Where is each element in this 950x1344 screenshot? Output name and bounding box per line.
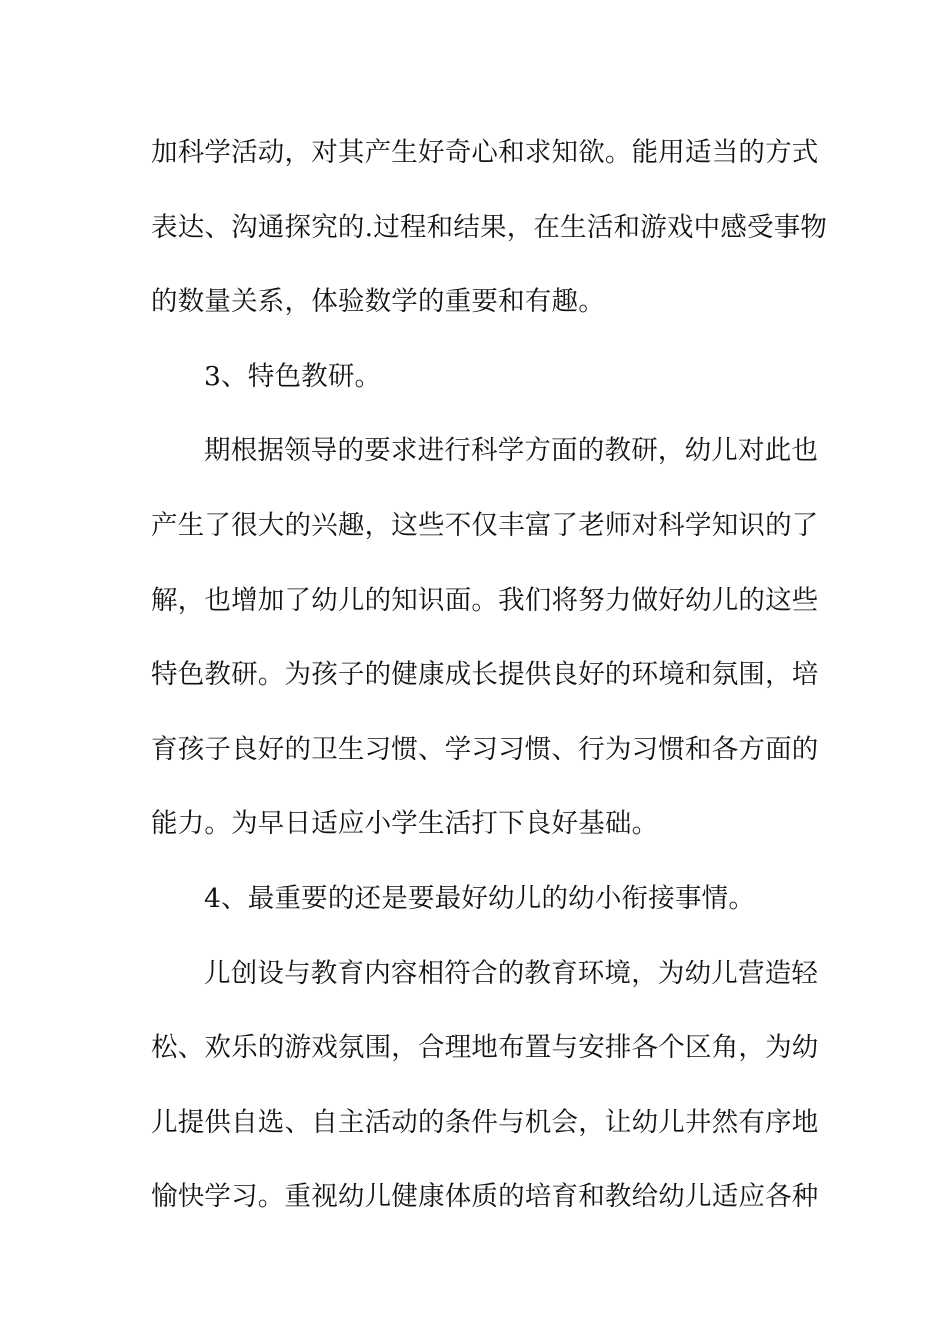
body-text-line: 表达、沟通探究的.过程和结果，在生活和游戏中感受事物 [151,211,828,243]
section-heading-4: 4、最重要的还是要最好幼儿的幼小衔接事情。 [204,882,756,914]
paragraph-start-line: 儿创设与教育内容相符合的教育环境，为幼儿营造轻 [204,957,819,989]
body-text-line: 的数量关系，体验数学的重要和有趣。 [151,286,605,318]
body-text-line: 特色教研。为孩子的健康成长提供良好的环境和氛围，培 [151,659,819,691]
body-text-line: 愉快学习。重视幼儿健康体质的培育和教给幼儿适应各种 [151,1181,819,1213]
document-body [151,124,828,1243]
body-text-line: 加科学活动，对其产生好奇心和求知欲。能用适当的方式 [151,137,819,168]
body-text-line: 产生了很大的兴趣，这些不仅丰富了老师对科学知识的了 [151,509,819,541]
section-heading-3: 3、特色教研。 [204,360,382,392]
body-text-line: 松、欢乐的游戏氛围，合理地布置与安排各个区角，为幼 [151,1032,819,1064]
body-text-line: 儿提供自选、自主活动的条件与机会，让幼儿井然有序地 [151,1106,819,1138]
body-text-line: 育孩子良好的卫生习惯、学习习惯、行为习惯和各方面的 [151,733,819,765]
paragraph-start-line: 期根据领导的要求进行科学方面的教研，幼儿对此也 [204,435,819,467]
body-text-line: 解，也增加了幼儿的知识面。我们将努力做好幼儿的这些 [151,584,819,616]
body-text-line: 能力。为早日适应小学生活打下良好基础。 [151,808,659,840]
